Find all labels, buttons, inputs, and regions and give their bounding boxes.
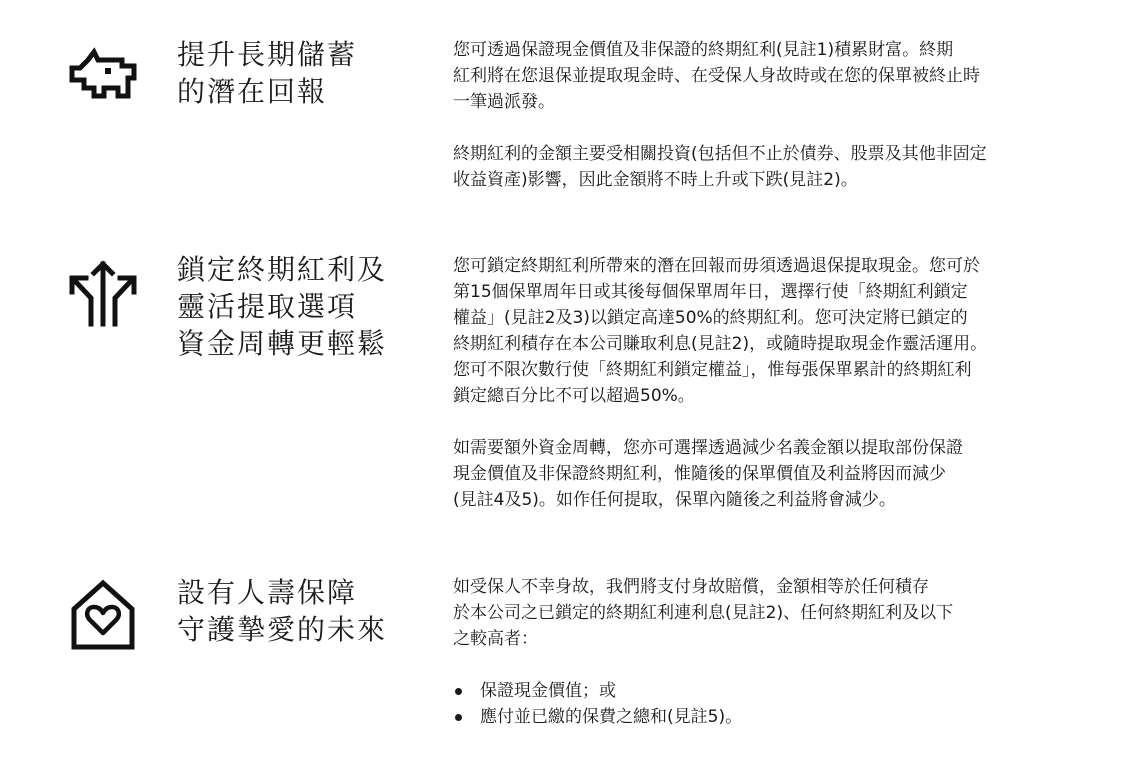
paragraph-line: 收益資產)影響，因此金額將不時上升或下跌(見註2)。	[453, 170, 858, 190]
paragraph-line: 權益」(見註2及3)以鎖定高達50%的終期紅利。您可決定將已鎖定的	[453, 308, 968, 328]
heading-line: 鎖定終期紅利及	[177, 253, 388, 286]
branching-arrows-icon	[64, 254, 142, 332]
section-heading	[177, 36, 427, 110]
paragraph	[453, 37, 1093, 115]
paragraph	[453, 435, 1093, 513]
paragraph-line: (見註4及5)。如作任何提取，保單內隨後之利益將會減少。	[453, 490, 896, 510]
paragraph-line: 於本公司之已鎖定的終期紅利連利息(見註2)、任何終期紅利及以下	[453, 603, 954, 623]
paragraph	[453, 253, 1093, 409]
section-heading	[177, 251, 427, 362]
heading-line: 資金周轉更輕鬆	[177, 327, 388, 360]
paragraph-line: 第15個保單周年日或其後每個保單周年日，選擇行使「終期紅利鎖定	[453, 282, 968, 302]
bullet-item: 保證現金價值；或	[453, 678, 1093, 704]
paragraph-line: 現金價值及非保證終期紅利，惟隨後的保單價值及利益將因而減少	[453, 464, 946, 484]
heading-line: 提升長期儲蓄	[177, 38, 358, 71]
section-body	[453, 37, 1093, 219]
paragraph	[453, 141, 1093, 193]
heading-line: 靈活提取選項	[177, 290, 358, 323]
paragraph-line: 如受保人不幸身故，我們將支付身故賠償，金額相等於任何積存	[453, 577, 929, 597]
heading-line: 守護摯愛的未來	[177, 613, 388, 646]
heading-line: 設有人壽保障	[177, 576, 358, 609]
bullet-list	[453, 678, 1093, 730]
bullet-item: 應付並已繳的保費之總和(見註5)。	[453, 704, 1093, 730]
section-body	[453, 574, 1093, 730]
paragraph-line: 您可不限次數行使「終期紅利鎖定權益」，惟每張保單累計的終期紅利	[453, 360, 972, 380]
piggy-bank-icon	[64, 34, 142, 112]
paragraph-line: 如需要額外資金周轉，您亦可選擇透過減少名義金額以提取部份保證	[453, 438, 963, 458]
paragraph-line: 您可鎖定終期紅利所帶來的潛在回報而毋須透過退保提取現金。您可於	[453, 256, 980, 276]
paragraph-line: 終期紅利積存在本公司賺取利息(見註2)，或隨時提取現金作靈活運用。	[453, 334, 988, 354]
paragraph-line: 鎖定總百分比不可以超過50%。	[453, 386, 695, 406]
paragraph-line: 一筆過派發。	[453, 92, 555, 112]
paragraph-line: 終期紅利的金額主要受相關投資(包括但不止於債券、股票及其他非固定	[453, 144, 987, 164]
section-body	[453, 253, 1093, 539]
paragraph-line: 您可透過保證現金價值及非保證的終期紅利(見註1)積累財富。終期	[453, 40, 954, 60]
section-heading	[177, 574, 427, 648]
house-heart-icon	[64, 575, 142, 653]
paragraph-line: 紅利將在您退保並提取現金時、在受保人身故時或在您的保單被終止時	[453, 66, 980, 86]
paragraph-line: 之較高者：	[453, 629, 538, 649]
paragraph	[453, 574, 1093, 652]
heading-line: 的潛在回報	[177, 75, 328, 108]
